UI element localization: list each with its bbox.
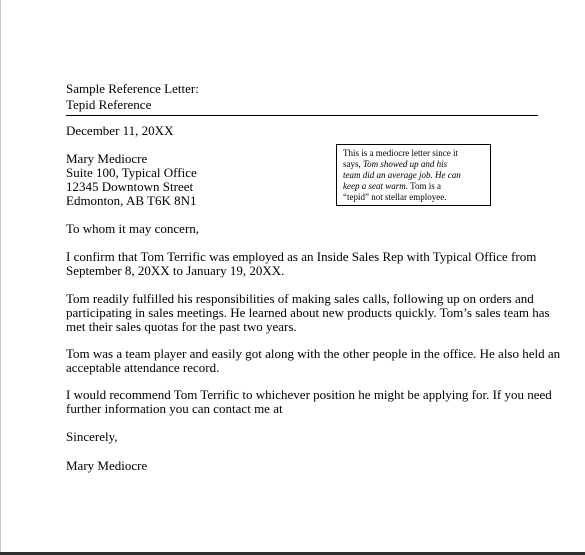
paragraph-responsibilities	[66, 291, 550, 334]
paragraph-line: participating in sales meetings. He learned about new products quickly. Tom’s sales team has	[66, 305, 550, 320]
signature-name: Mary Mediocre	[66, 458, 148, 473]
note-line: team did an average job. He can	[343, 170, 461, 180]
paragraph-line: met their sales quotas for the past two years.	[66, 319, 297, 334]
recipient-address-line-1: Suite 100, Typical Office	[66, 165, 197, 180]
document-subtitle: Tepid Reference	[66, 97, 152, 112]
letter-date: December 11, 20XX	[66, 123, 174, 138]
document-title: Sample Reference Letter:	[66, 81, 199, 96]
salutation: To whom it may concern,	[66, 221, 200, 236]
document-title-block	[66, 81, 538, 116]
paragraph-line: acceptable attendance record.	[66, 360, 220, 375]
paragraph-employment	[66, 250, 536, 278]
paragraph-line: September 8, 20XX to January 19, 20XX.	[66, 263, 285, 278]
paragraph-line: I confirm that Tom Terrific was employed as an Inside Sales Rep with Typical Office from	[66, 249, 537, 264]
page-edge-rule	[0, 0, 1, 555]
note-line: keep a seat warm. Tom is a	[343, 181, 441, 191]
annotation-note-box	[336, 144, 491, 206]
paragraph-line: I would recommend Tom Terrific to whichever position he might be applying for. If you need	[66, 387, 552, 402]
closing: Sincerely,	[66, 429, 118, 444]
note-line: says, Tom showed up and his	[343, 159, 448, 169]
paragraph-teamwork	[66, 346, 561, 375]
paragraph-line: further information you can contact me at	[66, 401, 283, 416]
paragraph-line: Tom readily fulfilled his responsibilities of making sales calls, following up on orders and	[66, 291, 534, 306]
paragraph-recommendation	[66, 387, 552, 416]
recipient-address-line-3: Edmonton, AB T6K 8N1	[66, 193, 197, 208]
paragraph-line: Tom was a team player and easily got along with the other people in the office. He also held an	[66, 346, 561, 361]
note-line: “tepid” not stellar employee.	[343, 192, 447, 202]
recipient-name: Mary Mediocre	[66, 151, 148, 166]
recipient-address-line-2: 12345 Downtown Street	[66, 179, 194, 194]
note-line: This is a mediocre letter since it	[343, 148, 458, 158]
